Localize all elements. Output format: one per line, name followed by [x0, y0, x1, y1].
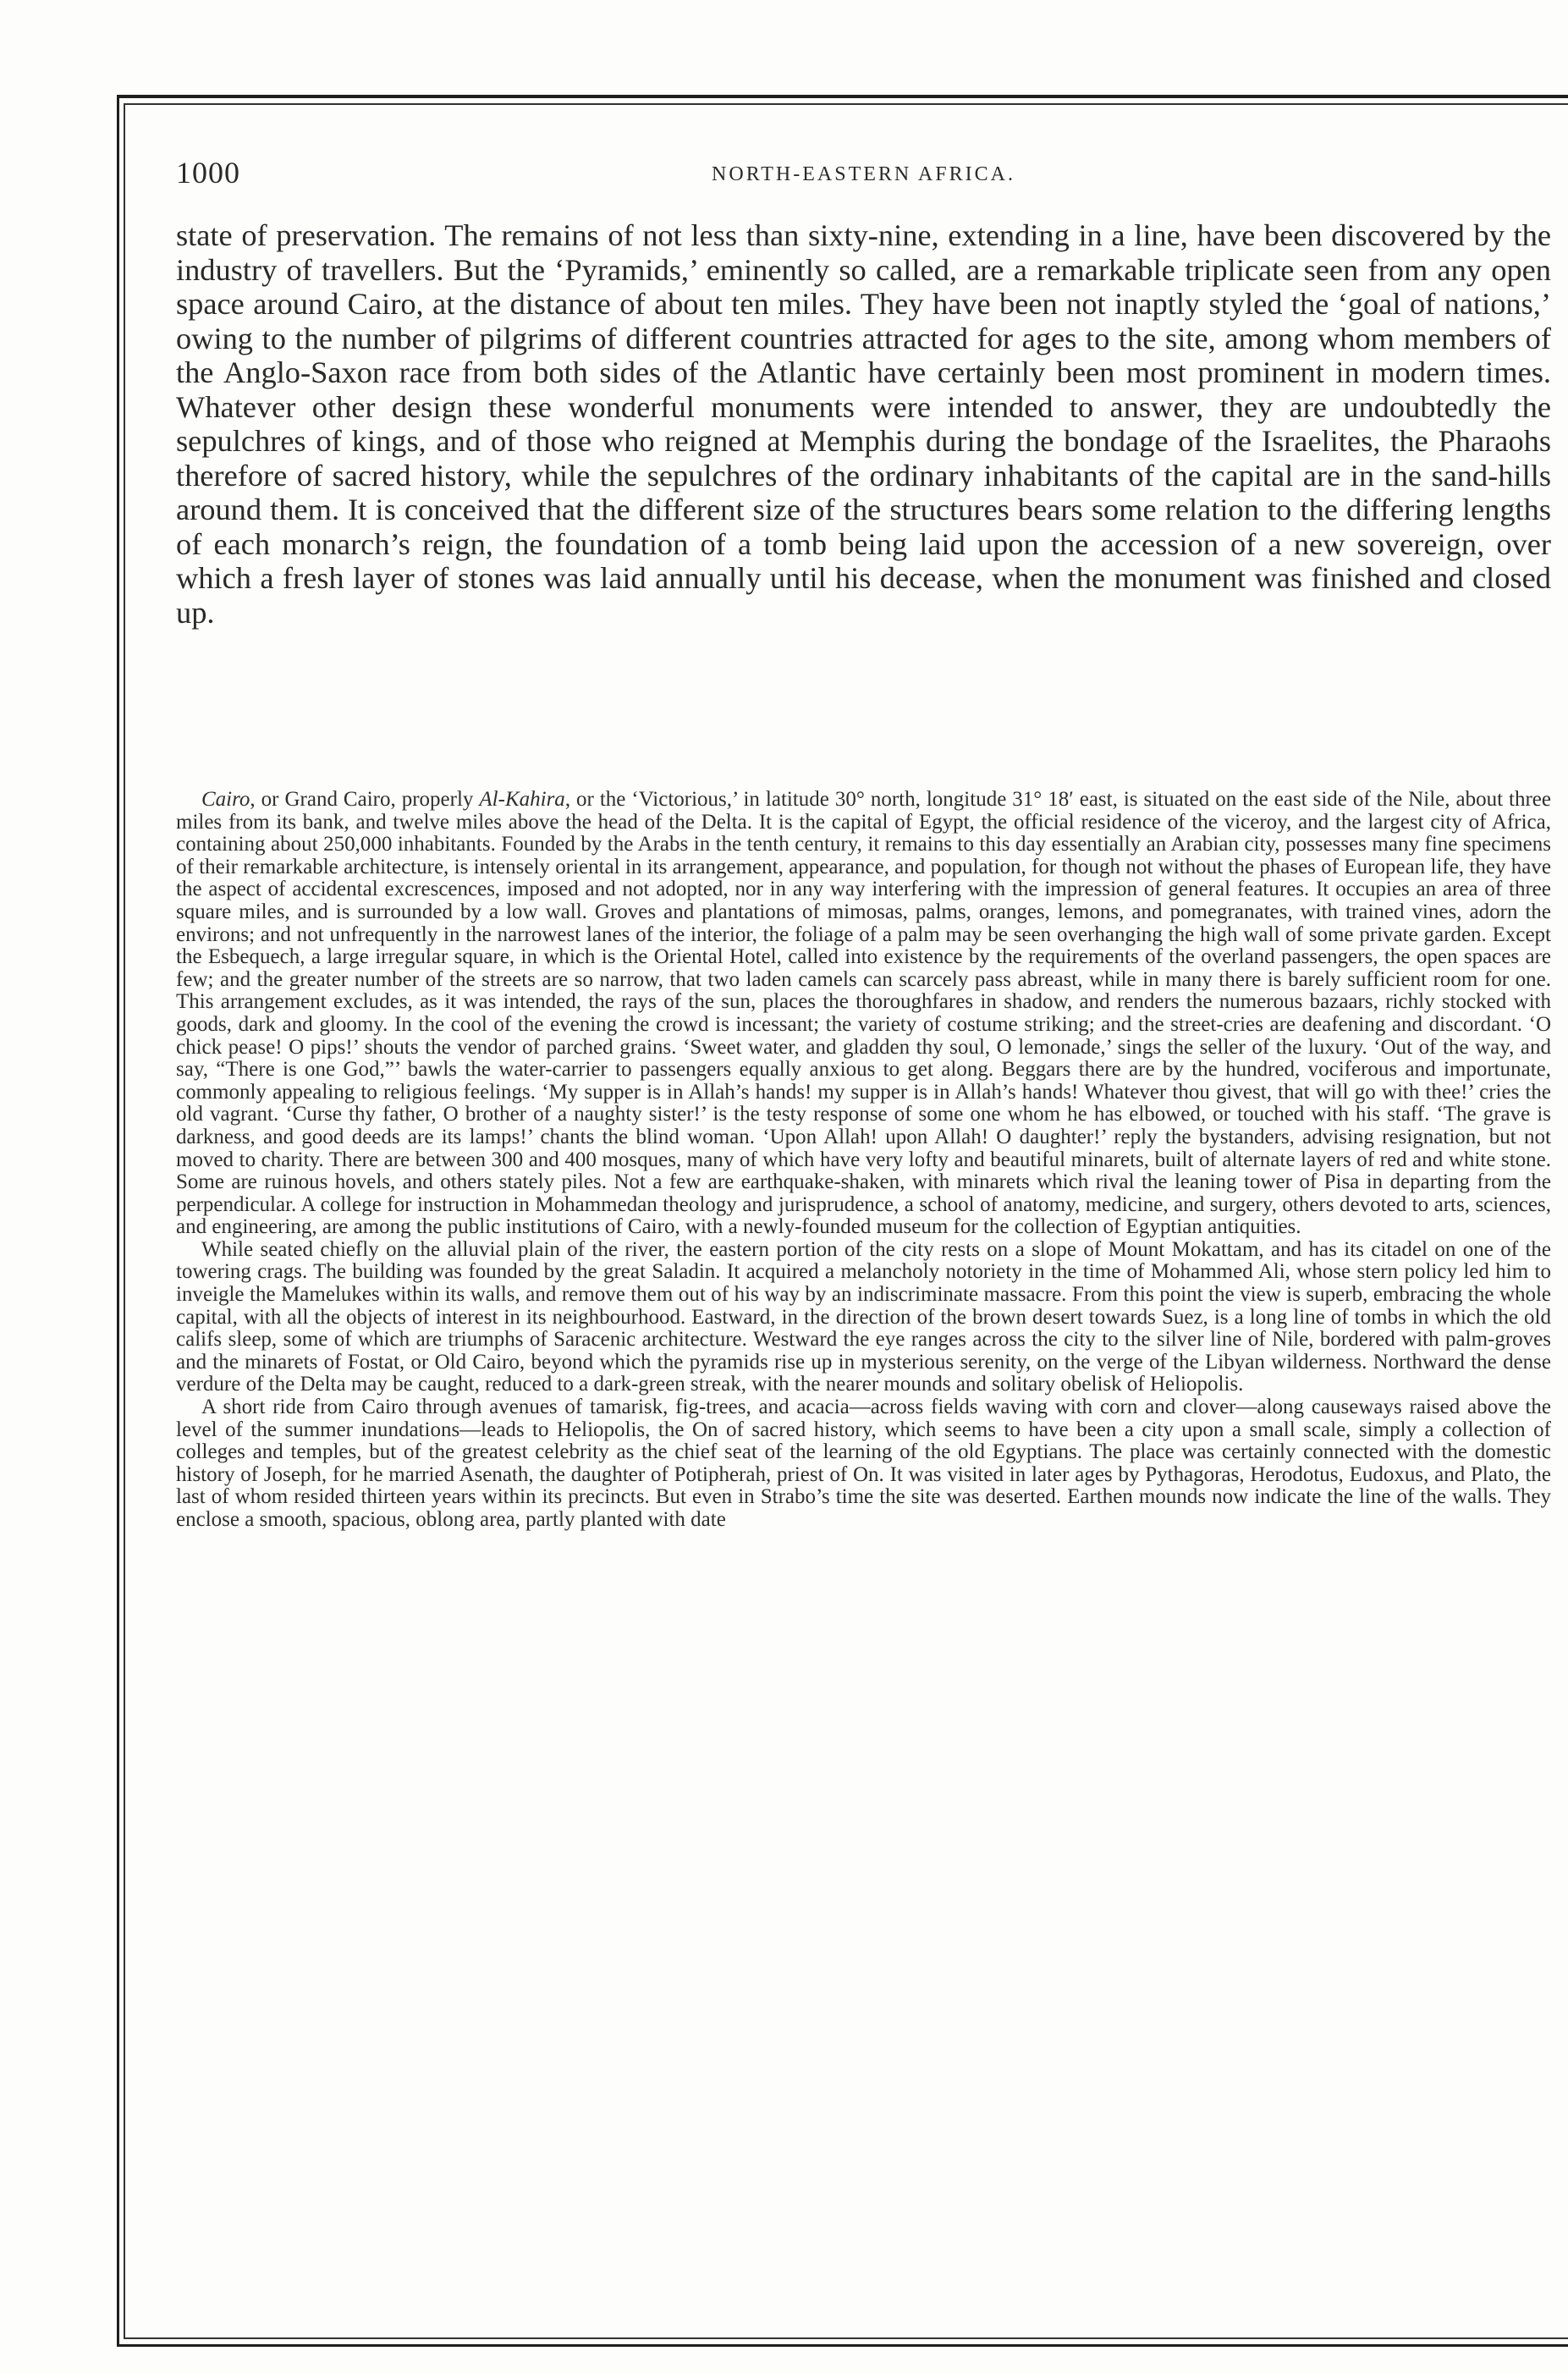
border-rule-bottom-outer	[117, 2344, 1568, 2347]
border-rule-bottom-inner	[124, 2337, 1568, 2339]
term-cairo: Cairo	[201, 788, 250, 811]
note-paragraph-citadel: While seated chiefly on the alluvial plain of the river, the eastern portion of the city rests on a slope of Mount Mokattam, and has its citadel on one of the towering crags. The building was founded by the great Saladin. It acquired a melancholy notoriety in the time of Mohammed Ali, whose stern policy led him to inveigle the Mamelukes within its walls, and remove them out of his way by an indiscriminate massacre. From this point the view is superb, embracing the whole capital, with all the objects of interest in its neighbourhood. Eastward, in the direction of the brown desert towards Suez, is a long line of tombs in which the old califs sleep, some of which are triumphs of Saracenic architecture. Westward the eye ranges across the city to the silver line of Nile, bordered with palm-groves and the minarets of Fostat, or Old Cairo, beyond which the pyramids rise up in mysterious serenity, on the verge of the Libyan wilderness. Northward the dense verdure of the Delta may be caught, reduced to a dark-green streak, with the nearer mounds and solitary obelisk of Heliopolis.	[176, 1237, 1551, 1396]
border-rule-top-inner	[124, 103, 1568, 105]
note-text-b: , or the ‘Victorious,’ in latitude 30° north, longitude 31° 18′ east, is situated on the east side of the Nile, about three miles from its bank, and twelve miles above the head of the Delta. It is the capital of Egypt, the official residence of the viceroy, and the largest city of Africa, containing about 250,000 inhabitants. Founded by the Arabs in the tenth century, it remains to this day essentially an Arabian city, possesses many fine specimens of their remarkable architecture, is intensely oriental in its arrangement, appearance, and population, for though not without the phases of European life, they have the aspect of accidental excrescences, imposed and not adopted, nor in any way interfering with the impression of general features. It occupies an area of three square miles, and is surrounded by a low wall. Groves and plantations of mimosas, palms, oranges, lemons, and pomegranates, with trained vines, adorn the environs; and not unfrequently in the narrowest lanes of the interior, the foliage of a palm may be seen overhanging the high wall of some private garden. Except the Esbequech, a large irregular square, in which is the Oriental Hotel, called into existence by the requirements of the overland passengers, the open spaces are few; and the greater number of the streets are so narrow, that two laden camels can scarcely pass abreast, while in many there is barely sufficient room for one. This arrangement excludes, as it was intended, the rays of the sun, places the thoroughfares in shadow, and renders the numerous bazaars, richly stocked with goods, dark and gloomy. In the cool of the evening the crowd is incessant; the variety of costume striking; and the street-cries are deafening and discordant. ‘O chick pease! O pips!’ shouts the vendor of parched grains. ‘Sweet water, and gladden thy soul, O lemonade,’ sings the seller of the luxury. ‘Out of the way, and say, “There is one God,”’ bawls the water-carrier to passengers equally anxious to get along. Beggars there are by the hundred, vociferous and importunate, commonly appealing to religious feelings. ‘My supper is in Allah’s hands! my supper is in Allah’s hands! Whatever thou givest, that will go with thee!’ cries the old vagrant. ‘Curse thy father, O brother of a naughty sister!’ is the testy response of some one whom he has elbowed, or touched with his staff. ‘The grave is darkness, and good deeds are its lamps!’ chants the blind woman. ‘Upon Allah! upon Allah! O daughter!’ reply the bystanders, advising resignation, but not moved to charity. There are between 300 and 400 mosques, many of which have very lofty and beautiful minarets, built of alternate layers of red and white stone. Some are ruinous hovels, and others stately piles. Not a few are earthquake-shaken, with minarets which rival the leaning tower of Pisa in departing from the perpendicular. A college for instruction in Mohammedan theology and jurisprudence, a school of anatomy, medicine, and surgery, others devoted to arts, sciences, and engineering, are among the public institutions of Cairo, with a newly-founded museum for the collection of Egyptian antiquities.	[176, 788, 1551, 1239]
running-title: NORTH-EASTERN AFRICA.	[712, 163, 1015, 185]
note-paragraph-heliopolis: A short ride from Cairo through avenues of tamarisk, fig-trees, and acacia—across fields waving with corn and clover—along causeways raised above the level of the summer inundations—leads to Heliopolis, the On of sacred history, which seems to have been a city upon a small scale, simply a collection of colleges and temples, but of the greatest celebrity as the chief seat of the learning of the old Egyptians. The place was certainly connected with the domestic history of Joseph, for he married Asenath, the daughter of Potipherah, priest of On. It was visited in later ages by Pythagoras, Herodotus, Eudoxus, and Plato, the last of whom resided thirteen years within its precincts. But even in Strabo’s time the site was deserted. Earthen mounds now indicate the line of the walls. They enclose a smooth, spacious, oblong area, partly planted with date	[176, 1396, 1551, 1531]
note-paragraph-cairo	[176, 789, 1551, 1239]
border-rule-top-outer	[117, 95, 1568, 98]
note-text-a: , or Grand Cairo, properly	[250, 788, 480, 811]
border-rule-left-outer	[117, 95, 119, 2346]
term-al-kahira: Al-Kahira	[479, 788, 565, 811]
page-header	[176, 155, 1551, 189]
page-number: 1000	[176, 156, 240, 190]
main-body-text: state of preservation. The remains of not less than sixty-nine, extending in a line, have been discovered by the industry of travellers. But the ‘Pyramids,’ eminently so called, are a remarkable triplicate seen from any open space around Cairo, at the distance of about ten miles. They have been not inaptly styled the ‘goal of nations,’ owing to the number of pilgrims of different countries attracted for ages to the site, among whom members of the Anglo-Saxon race from both sides of the Atlantic have certainly been most prominent in modern times. Whatever other design these wonderful monuments were intended to answer, they are undoubtedly the sepulchres of kings, and of those who reigned at Memphis during the bondage of the Israelites, the Pharaohs therefore of sacred history, while the sepulchres of the ordinary inhabitants of the capital are in the sand-hills around them. It is conceived that the different size of the structures bears some relation to the differing lengths of each monarch’s reign, the foundation of a tomb being laid upon the accession of a new sovereign, over which a fresh layer of stones was laid annually until his decease, when the monument was finished and closed up.	[176, 218, 1551, 630]
notes-section	[176, 789, 1551, 1532]
border-rule-left-inner	[124, 103, 125, 2339]
